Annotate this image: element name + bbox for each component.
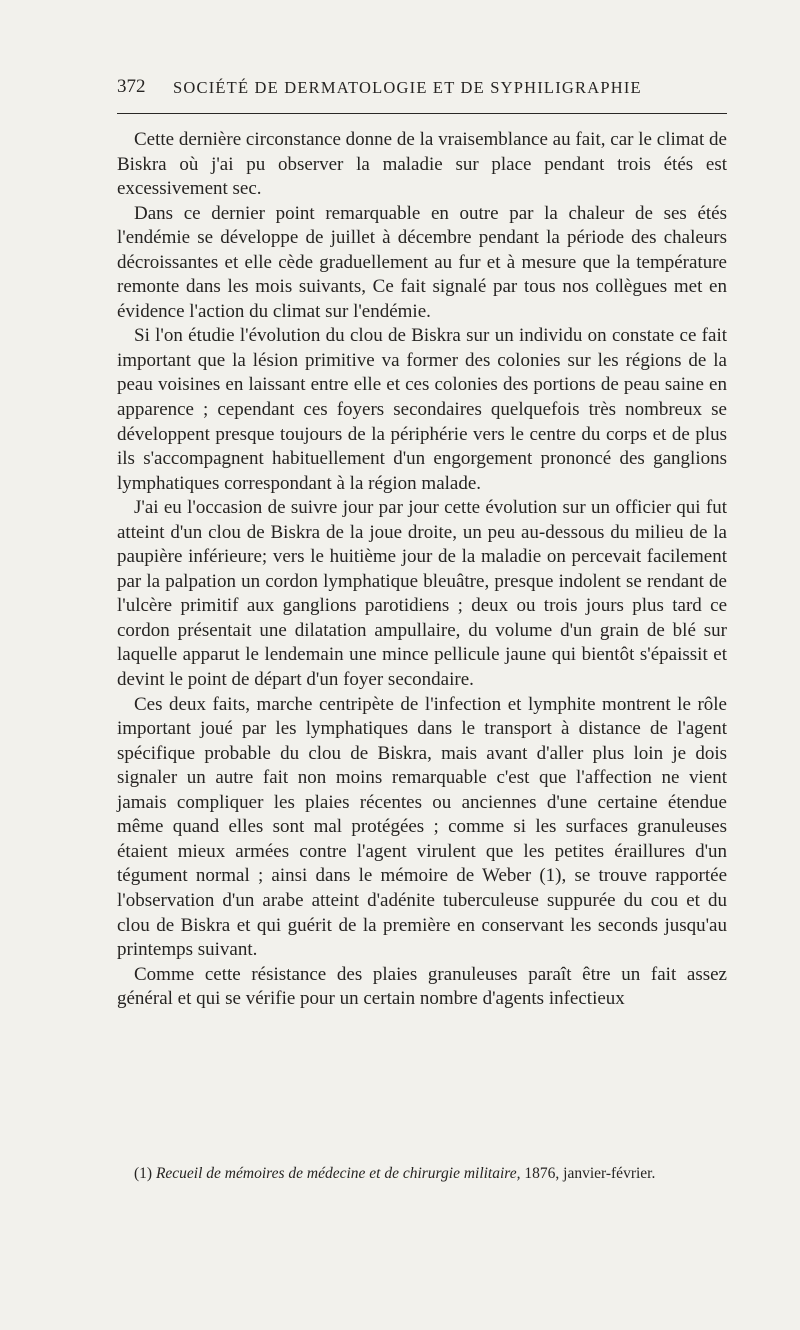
page-number: 372 (117, 76, 146, 97)
header-rule (117, 113, 727, 114)
footnote-marker: (1) (134, 1165, 153, 1182)
page-header (117, 74, 727, 100)
footnote (117, 1163, 727, 1184)
running-title: SOCIÉTÉ DE DERMATOLOGIE ET DE SYPHILIGRAPHIE (173, 78, 642, 97)
footnote-details: 1876, janvier-février. (524, 1165, 656, 1182)
footnote-title: Recueil de mémoires de médecine et de chirurgie militaire, (155, 1165, 521, 1182)
paragraph-6: Comme cette résistance des plaies granuleuses paraît être un fait assez général et qui se vérifie pour un certain nombre d'agents infectieux (117, 963, 727, 1010)
paragraph-2: Dans ce dernier point remarquable en outre par la chaleur de ses étés l'endémie se développe de juillet à décembre pendant la période des chaleurs décroissantes et elle cède graduellement au fur et à mesure que la température remonte dans les mois suivants, Ce fait signalé par tous nos collègues met en évidence l'action du climat sur l'endémie. (117, 202, 727, 322)
paragraph-1: Cette dernière circonstance donne de la vraisemblance au fait, car le climat de Biskra où j'ai pu observer la maladie sur place pendant trois étés est excessivement sec. (117, 129, 727, 200)
paragraph-5: Ces deux faits, marche centripète de l'infection et lymphite montrent le rôle important joué par les lymphatiques dans le transport à distance de l'agent spécifique probable du clou de Biskra, mais avant d'aller plus loin je dois signaler un autre fait non moins remarquable c'est que l'affection ne vient jamais compliquer les plaies récentes ou anciennes d'une certaine étendue même quand elles sont mal protégées ; comme si les surfaces granuleuses étaient mieux armées contre l'agent virulent que les petites éraillures d'un tégument normal ; ainsi dans le mémoire de Weber (1), se trouve rapportée l'observation d'un arabe atteint d'adénite tuberculeuse suppurée du cou et du clou de Biskra et qui guérit de la première en conservant les seconds jusqu'au printemps suivant. (117, 693, 727, 961)
paragraph-4: J'ai eu l'occasion de suivre jour par jour cette évolution sur un officier qui fut atteint d'un clou de Biskra de la joue droite, un peu au-dessous du milieu de la paupière inférieure; vers le huitième jour de la maladie on percevait facilement par la palpation un cordon lymphatique bleuâtre, presque indolent se rendant de l'ulcère primitif aux ganglions parotidiens ; deux ou trois jours plus tard ce cordon présentait une dilatation ampullaire, du volume d'un grain de blé sur laquelle apparut le lendemain une mince pellicule jaune qui bientôt s'épaissit et devint le point de départ d'un foyer secondaire. (117, 497, 727, 691)
paragraph-3: Si l'on étudie l'évolution du clou de Biskra sur un individu on constate ce fait important que la lésion primitive va former des colonies sur les régions de la peau voisines en laissant entre elle et ces colonies des portions de peau saine en apparence ; cependant ces foyers secondaires quelquefois très nombreux se développent presque toujours de la périphérie vers le centre du corps et de plus ils s'accompagnent habituellement d'un engorgement prononcé des ganglions lymphatiques correspondant à la région malade. (117, 325, 727, 494)
body-text (117, 128, 727, 1012)
